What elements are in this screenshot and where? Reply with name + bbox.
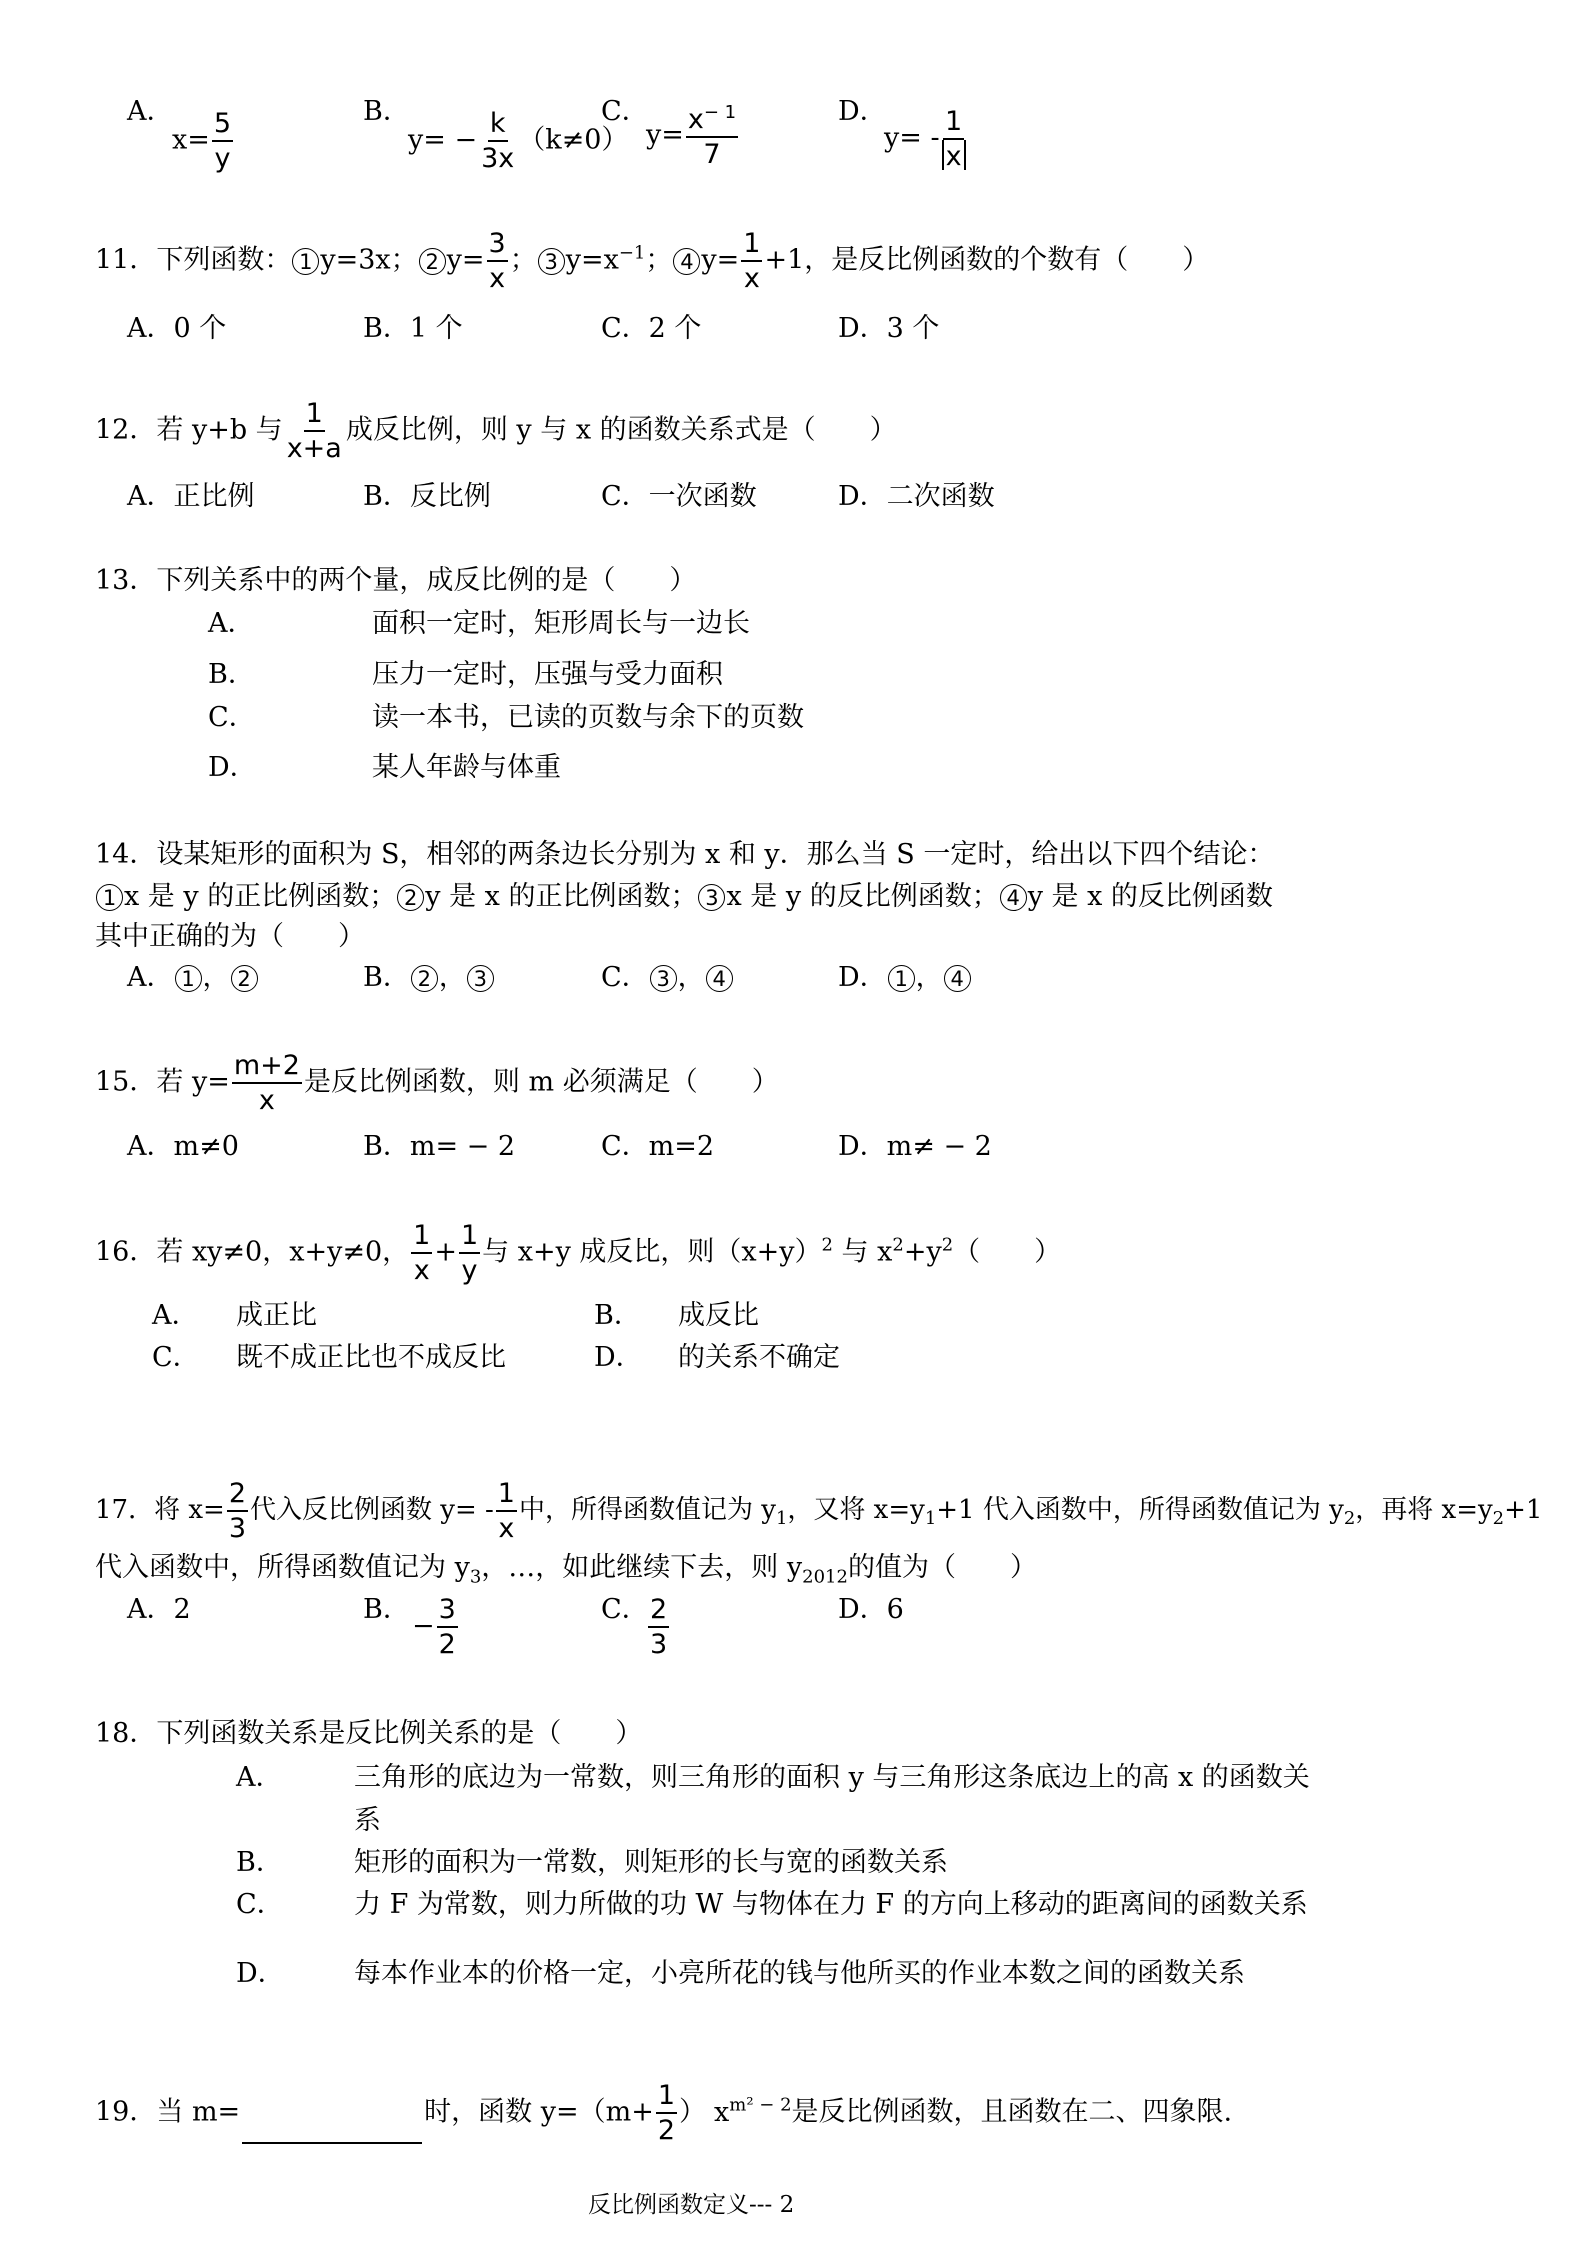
q17-option-a: A．2 [127, 1594, 191, 1625]
q13-label-c: C． [208, 702, 256, 733]
q16-label-b: B． [594, 1300, 641, 1331]
q16-stem: 16．若 xy≠0，x+y≠0， $\frac{1}{x}$ + $\frac{1}{y}$ 与 x+y 成反比，则$(x+y)^2$ 与 $x^2+y^2$（ ） [95, 1220, 1062, 1286]
q10-option-a: A． [127, 96, 174, 127]
circled-number: 3 [650, 965, 677, 992]
q17-option-d: D．6 [838, 1594, 904, 1625]
q18-label-b: B． [236, 1847, 283, 1878]
q14-line1: 14．设某矩形的面积为 S，相邻的两条边长分别为 x 和 y．那么当 S 一定时，给出以下四个结论： [95, 839, 1275, 870]
q15-option-b: B．m= − 2 [363, 1131, 516, 1162]
circled-number: 1 [175, 965, 202, 992]
circled-number: 3 [467, 965, 494, 992]
circled-number: 1 [888, 965, 915, 992]
fraction: $\frac{1}{x}$ [942, 108, 966, 170]
q15-stem: 15．若 y= $\frac{m+2}{x}$ 是反比例函数，则 m 必须满足（ ） [95, 1050, 779, 1116]
q12-option-c: C．一次函数 [601, 481, 757, 512]
q15-option-c: C．m=2 [601, 1131, 715, 1162]
q18-option-d: 每本作业本的价格一定，小亮所花的钱与他所买的作业本数之间的函数关系 [354, 1958, 1245, 1989]
q14-option-b: B． 2 ， 3 [363, 962, 495, 994]
q19-stem: 19．当 m= 时，函数 y=（m+ $\frac{1}{2}$ ） $x^{m^2 - 2}$是反比例函数，且函数在二、四象限. [95, 2080, 1233, 2146]
q10-option-c: C． [601, 96, 649, 127]
q16-label-a: A． [152, 1300, 199, 1331]
q14-line3: 其中正确的为（ ） [95, 921, 365, 952]
fraction: $\frac{2}{3}$ [650, 1594, 668, 1660]
q17-option-b-expr: − $\frac{3}{2}$ [412, 1594, 456, 1660]
circled-number: 4 [673, 248, 700, 275]
q18-option-a-line2: 系 [354, 1805, 381, 1836]
fraction: $\frac{1}{y}$ [460, 1220, 479, 1286]
q17-line1: 17．将 x= $\frac{2}{3}$ 代入反比例函数 y= - $\frac{1}{x}$ 中，所得函数值记为 $y_1$，又将 $x=y_1+1$ 代入函数中，所得函数值记为 $y_2$，再将 $x=y_2+1$ [95, 1478, 1543, 1544]
q10-option-b-expr: y= − $\frac{k}{3x}$ （k≠0） [408, 108, 629, 174]
q16-label-d: D． [594, 1342, 643, 1373]
q15-option-d: D．m≠ − 2 [838, 1131, 992, 1162]
q11-option-c: C．2 个 [601, 313, 702, 344]
q18-label-a: A． [236, 1762, 283, 1793]
q18-label-c: C． [236, 1889, 284, 1920]
circled-number: 2 [231, 965, 258, 992]
circled-number: 2 [397, 884, 424, 911]
fraction: $\frac{5}{y}$ [213, 108, 232, 174]
q14-option-c: C． 3 ， 4 [601, 962, 734, 994]
q16-option-b: 成反比 [678, 1300, 759, 1331]
q11-option-a: A．0 个 [127, 313, 227, 344]
circled-number: 3 [538, 248, 565, 275]
q13-option-a: 面积一定时，矩形周长与一边长 [372, 608, 750, 639]
q12-stem: 12．若 y+b 与 $\frac{1}{x+a}$ 成反比例，则 y 与 x 的函数关系式是（ ） [95, 398, 897, 464]
q13-option-d: 某人年龄与体重 [372, 752, 561, 783]
q13-label-a: A． [208, 608, 255, 639]
q14-option-a: A． 1 ， 2 [127, 962, 259, 994]
fraction: $\frac{1}{x+a}$ [286, 398, 342, 464]
q16-label-c: C． [152, 1342, 200, 1373]
q12-option-b: B．反比例 [363, 481, 491, 512]
q18-stem: 18．下列函数关系是反比例关系的是（ ） [95, 1718, 643, 1749]
circled-number: 1 [292, 248, 319, 275]
fraction: $\frac{1}{2}$ [657, 2080, 676, 2146]
q10-option-d: D． [838, 96, 887, 127]
q13-label-d: D． [208, 752, 257, 783]
fraction: $\frac{2}{3}$ [228, 1478, 246, 1544]
q11-stem: 11．下列函数： 1 y=3x； 2 y= $\frac{3}{x}$ ； 3 $y=x^{-1}$； 4 y= $\frac{1}{x}$ +1，是反比例函数的个数有（ ） [95, 228, 1210, 294]
q10-option-b: B． [363, 96, 410, 127]
fraction: $\frac{3}{2}$ [438, 1594, 456, 1660]
fraction: $\frac{1}{x}$ [743, 228, 761, 294]
q12-option-d: D．二次函数 [838, 481, 995, 512]
fraction: $\frac{m+2}{x}$ [233, 1050, 300, 1116]
page-footer: 反比例函数定义--- 2 [588, 2192, 795, 2218]
q15-option-a: A．m≠0 [127, 1131, 239, 1162]
q17-line2: 代入函数中，所得函数值记为 $y_3$，…，如此继续下去，则 $y_{2012}$的值为（ ） [95, 1552, 1037, 1588]
q18-label-d: D． [236, 1958, 285, 1989]
q17-option-c-label: C． [601, 1594, 649, 1625]
fraction: $\frac{1}{x}$ [497, 1478, 515, 1544]
circled-number: 2 [419, 248, 446, 275]
q11-option-d: D．3 个 [838, 313, 940, 344]
circled-number: 4 [706, 965, 733, 992]
q13-label-b: B． [208, 659, 255, 690]
circled-number: 3 [698, 884, 725, 911]
q14-option-d: D． 1 ， 4 [838, 962, 972, 994]
q17-option-c-expr [646, 1596, 671, 1658]
answer-blank[interactable] [242, 2112, 422, 2144]
circled-number: 4 [944, 965, 971, 992]
q18-option-a-line1: 三角形的底边为一常数，则三角形的面积 y 与三角形这条底边上的高 x 的函数关 [354, 1762, 1310, 1793]
fraction: $\frac{k}{3x}$ [481, 108, 515, 174]
circled-number: 1 [96, 884, 123, 911]
q17-option-b-label: B． [363, 1594, 410, 1625]
q10-option-a-expr: x= $\frac{5}{y}$ [172, 108, 232, 174]
q13-option-b: 压力一定时，压强与受力面积 [372, 659, 723, 690]
circled-number: 4 [1000, 884, 1027, 911]
q10-option-d-expr: y= - $\frac{1}{x}$ [884, 108, 968, 170]
q18-option-c: 力 F 为常数，则力所做的功 W 与物体在力 F 的方向上移动的距离间的函数关系 [354, 1889, 1308, 1920]
q16-option-c: 既不成正比也不成反比 [236, 1342, 506, 1373]
q12-option-a: A．正比例 [127, 481, 255, 512]
q14-line2: 1 x 是 y 的正比例函数； 2 y 是 x 的正比例函数； 3 x 是 y 的反比例函数； 4 y 是 x 的反比例函数 [95, 881, 1273, 913]
fraction: $\frac{x^{- 1}}{7}$ [687, 102, 737, 170]
q13-stem: 13．下列关系中的两个量，成反比例的是（ ） [95, 565, 697, 596]
q18-option-b: 矩形的面积为一常数，则矩形的长与宽的函数关系 [354, 1847, 948, 1878]
q16-option-a: 成正比 [236, 1300, 317, 1331]
fraction: $\frac{1}{x}$ [413, 1220, 431, 1286]
q10-option-c-expr: y= $\frac{x^{- 1}}{7}$ [646, 102, 737, 170]
q11-option-b: B．1 个 [363, 313, 463, 344]
fraction: $\frac{3}{x}$ [488, 228, 506, 294]
q13-option-c: 读一本书，已读的页数与余下的页数 [372, 702, 804, 733]
circled-number: 2 [411, 965, 438, 992]
q16-option-d: 的关系不确定 [678, 1342, 840, 1373]
